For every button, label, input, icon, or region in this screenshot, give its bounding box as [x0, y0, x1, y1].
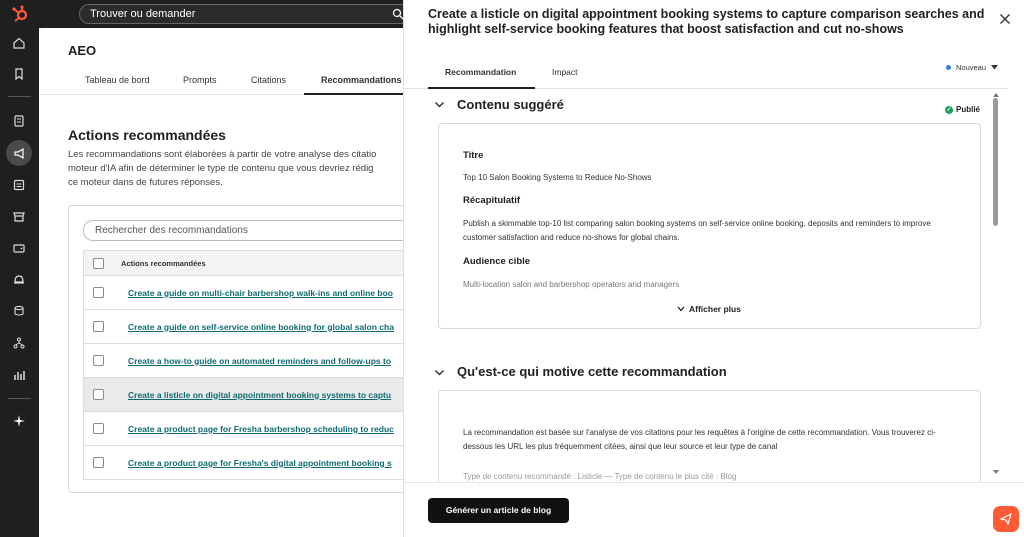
summary-label: Récapitulatif [463, 195, 521, 206]
home-icon[interactable] [8, 32, 30, 54]
recommendations-card [68, 205, 413, 493]
why-recommendation-heading: Qu'est-ce qui motive cette recommandation [457, 364, 727, 379]
recommendations-search-placeholder: Rechercher des recommandations [95, 225, 248, 236]
table-header [83, 250, 414, 276]
commerce-icon[interactable] [8, 205, 30, 227]
table-row-selected[interactable] [83, 378, 414, 412]
title-label: Titre [463, 150, 484, 161]
tab-impact[interactable]: Impact [552, 67, 578, 77]
recommendations-table [83, 250, 414, 480]
row-checkbox[interactable] [93, 457, 104, 468]
recommendation-link[interactable]: Create a guide on multi-chair barbershop walk-ins and online boo [128, 287, 393, 298]
table-row[interactable] [83, 446, 414, 480]
active-tab-indicator [428, 87, 535, 89]
chevron-down-icon[interactable] [434, 99, 445, 110]
suggested-content-heading: Contenu suggéré [457, 97, 564, 112]
suggested-content-card [438, 123, 981, 329]
title-value: Top 10 Salon Booking Systems to Reduce No-Shows [463, 173, 652, 182]
tab-recommendations[interactable]: Recommandations [321, 75, 402, 85]
published-badge [945, 105, 980, 114]
ai-sparkle-icon[interactable] [8, 410, 30, 432]
panel-title: Create a listicle on digital appointment booking systems to capture comparison searches and highlight self-service booking features that boost satisfaction and cut no-shows [428, 7, 985, 36]
table-header-label: Actions recommandées [121, 258, 206, 268]
wallet-icon[interactable] [8, 237, 30, 259]
global-search-input[interactable] [79, 4, 413, 24]
marketing-megaphone-icon[interactable] [6, 140, 32, 166]
recommendation-link[interactable]: Create a product page for Fresha's digital appointment booking s [128, 457, 392, 468]
recommendations-search-input[interactable] [83, 220, 414, 241]
audience-value: Multi-location salon and barbershop operators and managers [463, 280, 680, 289]
check-circle-icon: ✓ [946, 106, 952, 113]
status-dropdown[interactable] [946, 63, 998, 72]
published-label: Publié [956, 105, 981, 114]
close-icon[interactable] [999, 13, 1011, 25]
feedback-button[interactable] [993, 506, 1019, 532]
hubspot-logo-icon[interactable] [9, 5, 31, 27]
bookmark-icon[interactable] [8, 63, 30, 85]
caret-down-icon [991, 65, 998, 70]
page-title: AEO [68, 43, 97, 58]
send-icon [1000, 513, 1012, 525]
recommendation-link[interactable]: Create a product page for Fresha barbershop scheduling to reduc [128, 423, 394, 434]
section-description [68, 148, 413, 190]
active-tab-indicator [304, 93, 419, 95]
panel-footer [404, 482, 1024, 537]
table-row[interactable] [83, 412, 414, 446]
table-row[interactable] [83, 344, 414, 378]
audience-label: Audience cible [463, 256, 531, 267]
why-recommendation-text: La recommandation est basée sur l'analyse de vos citations pour les requêtes à l'origine de cette recommandation. Vous trouverez ci-dessous les URL les plus fréquemment citées, ainsi que leur source et leur type de canal [463, 428, 936, 451]
page-header [39, 28, 419, 95]
data-icon[interactable] [8, 300, 30, 322]
left-nav-rail [0, 0, 39, 537]
summary-value: Publish a skimmable top-10 list comparing salon booking systems on self-service online booking, deposits and reminders to improve customer satisfaction and reduce no-shows for global chains. [463, 219, 931, 242]
tab-dashboard[interactable]: Tableau de bord [85, 75, 150, 85]
section-description-line: ce moteur dans de futures réponses. [68, 177, 223, 188]
recommendation-link[interactable]: Create a guide on self-service online booking for global salon cha [128, 321, 394, 332]
row-checkbox[interactable] [93, 423, 104, 434]
panel-tabs [404, 55, 1008, 89]
scroll-down-icon[interactable] [993, 469, 999, 475]
tab-recommendation[interactable]: Recommandation [445, 67, 517, 77]
show-more-label: Afficher plus [689, 304, 741, 314]
tab-prompts[interactable]: Prompts [183, 75, 217, 85]
main-page [39, 28, 419, 537]
row-checkbox[interactable] [93, 389, 104, 400]
row-checkbox[interactable] [93, 355, 104, 366]
tab-citations[interactable]: Citations [251, 75, 287, 85]
chevron-down-icon[interactable] [434, 367, 445, 378]
table-row[interactable] [83, 276, 414, 310]
chevron-down-icon [677, 306, 685, 312]
table-row[interactable] [83, 310, 414, 344]
workflows-icon[interactable] [8, 332, 30, 354]
status-label: Nouveau [956, 63, 987, 72]
show-more-button[interactable] [677, 304, 741, 314]
select-all-checkbox[interactable] [93, 258, 104, 269]
reports-icon[interactable] [8, 364, 30, 386]
status-dot-icon [946, 65, 951, 70]
section-title: Actions recommandées [68, 127, 226, 143]
content-icon[interactable] [8, 174, 30, 196]
recommendation-detail-panel [403, 0, 1024, 537]
row-checkbox[interactable] [93, 287, 104, 298]
section-description-line: Les recommandations sont élaborées à partir de votre analyse des citatio [68, 149, 377, 160]
why-recommendation-card [438, 390, 981, 482]
contacts-icon[interactable] [8, 110, 30, 132]
generate-blog-article-button[interactable]: Générer un article de blog [428, 498, 569, 523]
scrollbar-thumb[interactable] [993, 98, 998, 226]
row-checkbox[interactable] [93, 321, 104, 332]
global-search-placeholder: Trouver ou demander [90, 8, 196, 20]
recommendation-link[interactable]: Create a listicle on digital appointment booking systems to captu [128, 389, 392, 400]
recommendation-link[interactable]: Create a how-to guide on automated reminders and follow-ups to [128, 355, 392, 366]
why-recommendation-overflow-text: Type de contenu recommandé : Listicle — Type de contenu le plus cité : Blog [463, 472, 737, 481]
service-bell-icon[interactable] [8, 268, 30, 290]
section-description-line: moteur d'IA afin de déterminer le type de contenu que vous devriez rédig [68, 163, 374, 174]
